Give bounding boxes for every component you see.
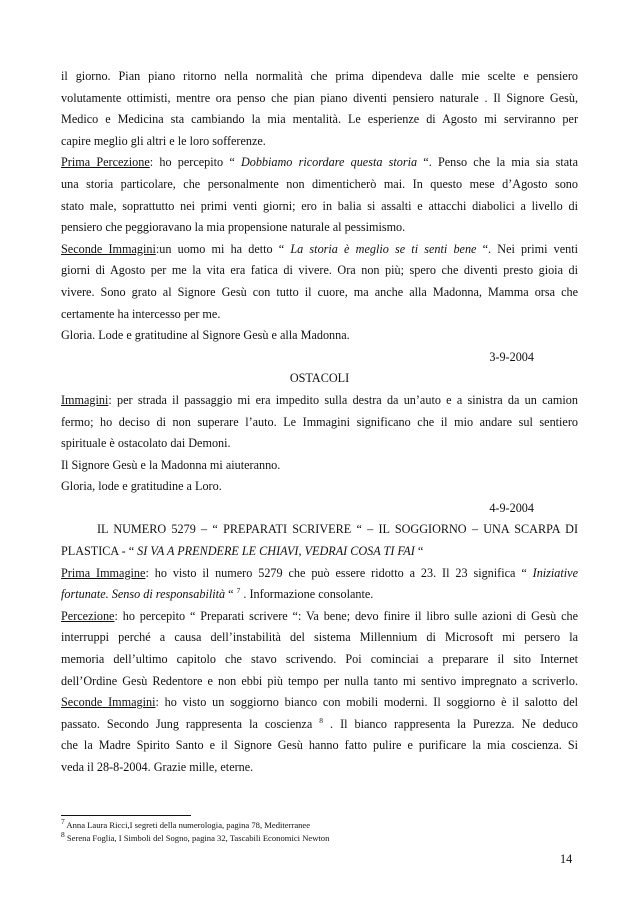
entry-date: 4-9-2004 — [489, 500, 534, 515]
quoted-phrase: La storia è meglio se ti senti bene — [290, 241, 477, 256]
text-run: : ho visto il numero 5279 che può essere ridotto a 23. Il 23 significa “ — [145, 565, 533, 580]
text-run: : ho percepito “ — [149, 155, 241, 170]
footnote-divider — [61, 815, 191, 816]
quoted-phrase: Dobbiamo ricordare questa storia — [240, 155, 418, 170]
entry-title: IL NUMERO 5279 – “ PREPARATI SCRIVERE “ – IL SOGGIORNO – UNA SCARPA DI — [97, 522, 578, 537]
paragraph-line: dell’Ordine Gesù Redentore e non ebbi più tempo per nulla tanto mi sentivo impregnato a scriverlo. — [61, 673, 578, 688]
footnote-item — [61, 829, 578, 845]
footnotes — [61, 819, 578, 844]
paragraph-line: Medico e Medicina sta cambiando la mia mentalità. Le esperienze di Agosto mi serviranno per — [61, 112, 578, 127]
paragraph-line: stato male, soprattutto nei primi venti giorni; ero in balia si assalti e attacchi diabolici a livello di — [61, 198, 578, 213]
paragraph-line: Il Signore Gesù e la Madonna mi aiuteranno. — [61, 457, 281, 472]
seconde-immagini-line — [61, 692, 578, 714]
text-run: PLASTICA - “ — [61, 544, 138, 559]
footnote-text: Serena Foglia, I Simboli del Sogno, pagina 32, Tascabili Economici Newton — [64, 832, 330, 843]
text-run: “ — [414, 544, 424, 559]
entry-title: OSTACOLI — [289, 371, 350, 386]
prima-immagine-label: Prima Immagine — [61, 565, 146, 580]
text-run: . Il bianco rappresenta la Purezza. Ne deduco — [323, 716, 578, 731]
footnote-ref[interactable]: 7 — [236, 586, 241, 596]
percezione-line — [61, 606, 578, 628]
text-run: . Informazione consolante. — [240, 587, 374, 602]
seconde-immagini-label: Seconde Immagini — [61, 241, 156, 256]
footnote-text: Anna Laura Ricci,I segreti della numerologia, pagina 78, Mediterranee — [64, 820, 311, 830]
text-run: : ho visto un soggiorno bianco con mobili moderni. Il soggiorno è il salotto del — [155, 695, 578, 710]
paragraph-line: che la Madre Spirito Santo e il Signore Gesù hanno fatto pulire e purificare la mia coscienza. Si — [61, 738, 578, 753]
page-body — [61, 66, 578, 779]
percezione-label: Percezione — [61, 608, 115, 623]
paragraph-line: il giorno. Pian piano ritorno nella normalità che prima dipendeva dalle mie scelte e pensiero — [61, 69, 578, 83]
quoted-phrase: fortunate. Senso di responsabilità — [61, 587, 226, 602]
immagini-line — [61, 390, 578, 412]
paragraph-line: volutamente ottimisti, mentre ora penso che pian piano diventi pensiero naturale . Il Signore Gesù, — [61, 90, 578, 105]
immagini-label: Immagini — [61, 392, 109, 407]
entry-title-continued — [61, 541, 578, 563]
prima-immagine-line — [61, 563, 578, 585]
text-run: “. Nei primi venti — [476, 241, 578, 256]
paragraph-line: memoria dell’ultimo capitolo che stavo scrivendo. Poi cominciai a preparare il sito Internet — [61, 652, 578, 667]
text-run: : ho percepito “ Preparati scrivere “: Va bene; devo finire il libro sulle azioni di Gesù che — [114, 608, 578, 623]
footnote-ref[interactable]: 8 — [319, 715, 324, 725]
paragraph-line: certamente ha intercesso per me. — [61, 306, 221, 321]
page-number: 14 — [560, 852, 573, 866]
paragraph-line: interruppi perché a causa dell’instabilità del sistema Millennium di Microsoft mi persero la — [61, 630, 578, 645]
entry-date: 3-9-2004 — [489, 349, 534, 364]
text-run: :un uomo mi ha detto “ — [155, 241, 291, 256]
footnote-number: 7 — [61, 817, 65, 827]
paragraph-line: una storia particolare, che personalmente non dimenticherò mai. In questo mese d’Agosto sono — [61, 176, 578, 191]
paragraph-line: capire meglio gli altri e le loro sofferenze. — [61, 133, 266, 148]
footnote-number: 8 — [61, 829, 65, 839]
paragraph-line: fermo; ho deciso di non superare l’auto. Le Immagini significano che il mio andare sul sentiero — [61, 414, 578, 429]
text-run: : per strada il passaggio mi era impedito sulla destra da un’auto e a sinistra da un camion — [108, 392, 578, 407]
seconde-immagini-line — [61, 239, 578, 261]
prima-percezione-line — [61, 152, 578, 174]
paragraph-line — [61, 584, 578, 606]
text-run: “ — [225, 587, 237, 602]
paragraph-line: vivere. Sono grato al Signore Gesù con tutto il cuore, ma anche alla Madonna, Mamma orsa che — [61, 284, 578, 299]
text-run: passato. Secondo Jung rappresenta la coscienza — [61, 716, 320, 731]
paragraph-line: giorni di Agosto per me la vita era fatica di vivere. Ora non più; spero che diventi presto gioia di — [61, 263, 578, 278]
paragraph-line: veda il 28-8-2004. Grazie mille, eterne. — [61, 760, 254, 774]
paragraph-line: pensiero che peggioravano la mia propensione naturale al pessimismo. — [61, 220, 406, 235]
prima-percezione-label: Prima Percezione — [61, 155, 150, 170]
paragraph-line: Gloria. Lode e gratitudine al Signore Gesù e alla Madonna. — [61, 328, 350, 343]
text-run: “. Penso che la mia sia stata — [417, 155, 578, 170]
quoted-phrase: Iniziative — [532, 565, 578, 580]
footnote-item — [61, 819, 578, 832]
quoted-phrase: SI VA A PRENDERE LE CHIAVI, VEDRAI COSA TI FAI — [137, 544, 415, 559]
paragraph-line — [61, 714, 578, 736]
seconde-immagini-label: Seconde Immagini — [61, 695, 156, 710]
paragraph-line: spirituale è ostacolato dai Demoni. — [61, 436, 231, 451]
paragraph-line: Gloria, lode e gratitudine a Loro. — [61, 479, 222, 494]
